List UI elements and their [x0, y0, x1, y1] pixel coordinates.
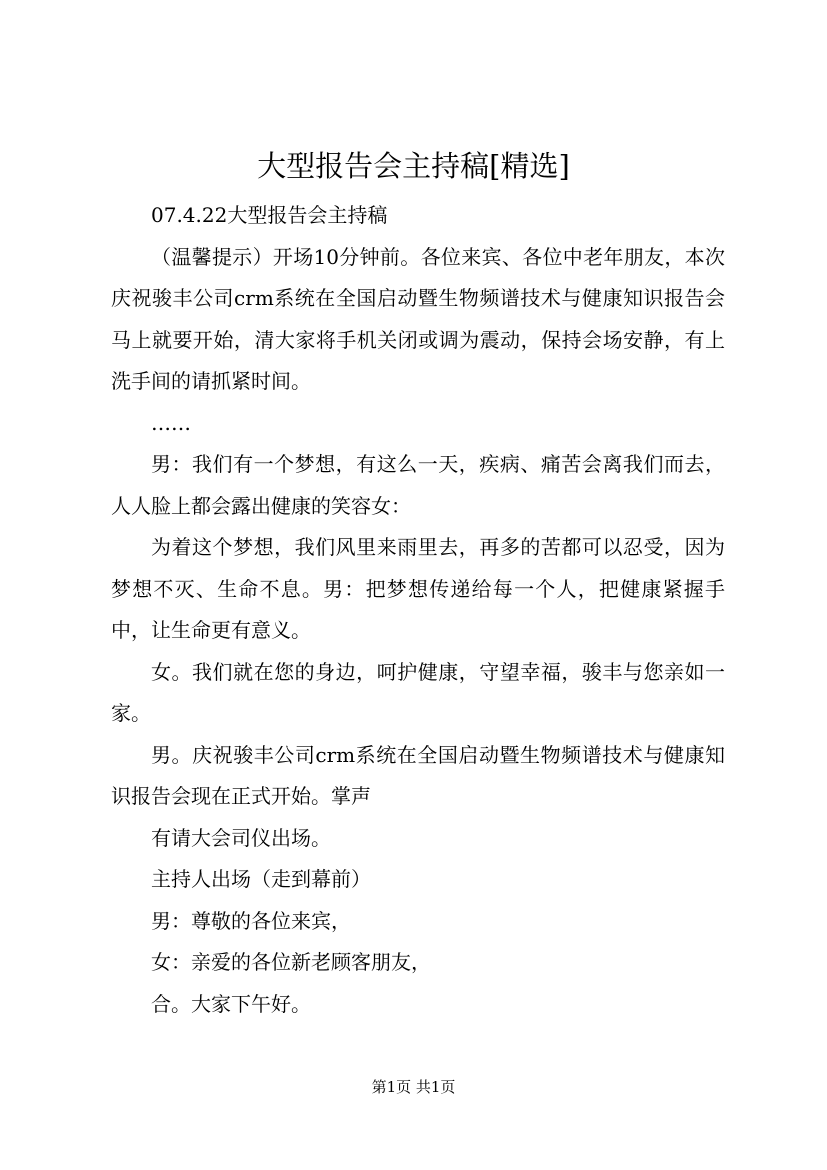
paragraph-female-dream: 为着这个梦想，我们风里来雨里去，再多的苦都可以忍受，因为梦想不灭、生命不息。男：把梦想传递给每一个人，把健康紧握手中，让生命更有意义。	[111, 535, 725, 642]
paragraph-male-celebrate: 男。庆祝骏丰公司crm系统在全国启动暨生物频谱技术与健康知识报告会现在正式开始。掌声	[111, 742, 725, 808]
paragraph-female-greeting: 女：亲爱的各位新老顾客朋友，	[151, 950, 431, 974]
paragraph-together-greeting: 合。大家下午好。	[151, 991, 311, 1016]
paragraph-female-beside: 女。我们就在您的身边，呵护健康，守望幸福，骏丰与您亲如一家。	[111, 659, 725, 725]
page-footer: 第1页 共1页	[371, 1078, 456, 1096]
paragraph-male-greeting: 男：尊敬的各位来宾，	[151, 908, 351, 933]
paragraph-male-dream: 男：我们有一个梦想，有这么一天，疾病、痛苦会离我们而去，人人脸上都会露出健康的笑容女：	[111, 452, 725, 518]
paragraph-opening-notice: （温馨提示）开场10分钟前。各位来宾、各位中老年朋友，本次庆祝骏丰公司crm系统在全国启动暨生物频谱技术与健康知识报告会马上就要开始，清大家将手机关闭或调为震动，保持会场安静，有上洗手间的请抓紧时间。	[111, 244, 725, 393]
paragraph-invite-emcee: 有请大会司仪出场。	[151, 825, 331, 850]
paragraph-host-enters: 主持人出场（走到幕前）	[151, 867, 371, 891]
paragraph-ellipsis: ……	[151, 410, 191, 435]
document-title: 大型报告会主持稿[精选]	[257, 149, 570, 183]
paragraph-date-heading: 07.4.22大型报告会主持稿	[151, 203, 388, 227]
document-body	[111, 195, 725, 1025]
